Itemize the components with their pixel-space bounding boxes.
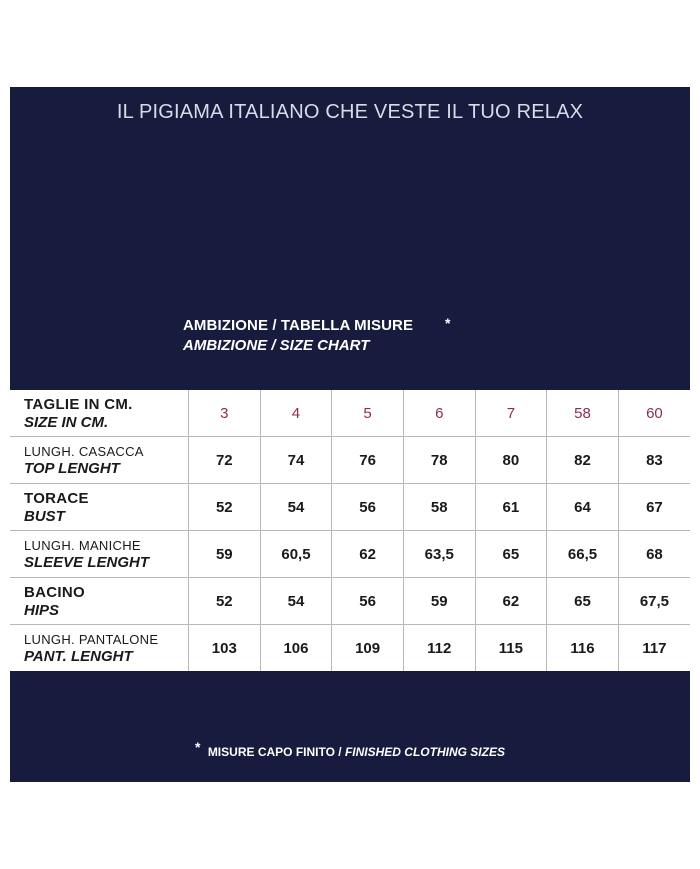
value-cell: 80 — [475, 437, 547, 484]
table-row — [10, 437, 690, 484]
value-cell: 66,5 — [547, 531, 619, 578]
chart-title-it: AMBIZIONE / TABELLA MISURE — [183, 317, 414, 334]
value-cell: 68 — [618, 531, 690, 578]
size-header-row — [10, 390, 690, 437]
value-cell: 72 — [189, 437, 261, 484]
footnote-asterisk: * — [195, 739, 201, 755]
value-cell: 116 — [547, 625, 619, 672]
value-cell: 60,5 — [260, 531, 332, 578]
table-row — [10, 484, 690, 531]
row-label-it: LUNGH. CASACCA — [24, 443, 144, 459]
table-row — [10, 625, 690, 672]
row-label — [10, 578, 189, 625]
size-chart-panel — [10, 87, 690, 782]
value-cell: 82 — [547, 437, 619, 484]
chart-title-en: AMBIZIONE / SIZE CHART — [183, 337, 370, 354]
value-cell: 59 — [403, 578, 475, 625]
size-cell: 5 — [332, 390, 404, 437]
table-row — [10, 531, 690, 578]
value-cell: 62 — [332, 531, 404, 578]
size-cell: 58 — [547, 390, 619, 437]
row-label — [10, 484, 189, 531]
tagline: IL PIGIAMA ITALIANO CHE VESTE IL TUO RELAX — [116, 101, 584, 123]
size-cell: 7 — [475, 390, 547, 437]
value-cell: 115 — [475, 625, 547, 672]
size-table — [10, 390, 690, 671]
row-label-it: LUNGH. MANICHE — [24, 537, 141, 553]
value-cell: 112 — [403, 625, 475, 672]
value-cell: 67,5 — [618, 578, 690, 625]
value-cell: 56 — [332, 578, 404, 625]
value-cell: 67 — [618, 484, 690, 531]
value-cell: 109 — [332, 625, 404, 672]
value-cell: 52 — [189, 484, 261, 531]
value-cell: 65 — [547, 578, 619, 625]
row-label — [10, 437, 189, 484]
value-cell: 76 — [332, 437, 404, 484]
footnote-text-it: MISURE CAPO FINITO / — [207, 745, 342, 759]
row-label-it: LUNGH. PANTALONE — [24, 631, 159, 647]
value-cell: 65 — [475, 531, 547, 578]
value-cell: 74 — [260, 437, 332, 484]
footnote-text-en: FINISHED CLOTHING SIZES — [344, 745, 505, 759]
row-label-en: BUST — [24, 507, 65, 525]
row-label-en: SIZE IN CM. — [24, 413, 109, 431]
size-cell: 3 — [189, 390, 261, 437]
row-label-en: TOP LENGHT — [24, 459, 120, 477]
chart-heading — [183, 315, 451, 354]
row-label-it: TAGLIE IN CM. — [24, 395, 133, 413]
value-cell: 83 — [618, 437, 690, 484]
value-cell: 78 — [403, 437, 475, 484]
size-cell: 4 — [260, 390, 332, 437]
value-cell: 52 — [189, 578, 261, 625]
value-cell: 106 — [260, 625, 332, 672]
heading-asterisk: * — [445, 315, 451, 331]
value-cell: 117 — [618, 625, 690, 672]
row-label-en: SLEEVE LENGHT — [24, 553, 150, 571]
row-label — [10, 625, 189, 672]
value-cell: 63,5 — [403, 531, 475, 578]
row-label — [10, 531, 189, 578]
row-label — [10, 390, 189, 437]
value-cell: 103 — [189, 625, 261, 672]
size-cell: 60 — [618, 390, 690, 437]
footnote — [10, 739, 690, 759]
size-cell: 6 — [403, 390, 475, 437]
row-label-it: BACINO — [24, 583, 85, 601]
value-cell: 56 — [332, 484, 404, 531]
row-label-it: TORACE — [24, 489, 89, 507]
row-label-en: PANT. LENGHT — [24, 647, 133, 665]
value-cell: 54 — [260, 484, 332, 531]
value-cell: 62 — [475, 578, 547, 625]
value-cell: 59 — [189, 531, 261, 578]
value-cell: 64 — [547, 484, 619, 531]
value-cell: 61 — [475, 484, 547, 531]
value-cell: 54 — [260, 578, 332, 625]
table-row — [10, 578, 690, 625]
value-cell: 58 — [403, 484, 475, 531]
row-label-en: HIPS — [24, 601, 60, 619]
